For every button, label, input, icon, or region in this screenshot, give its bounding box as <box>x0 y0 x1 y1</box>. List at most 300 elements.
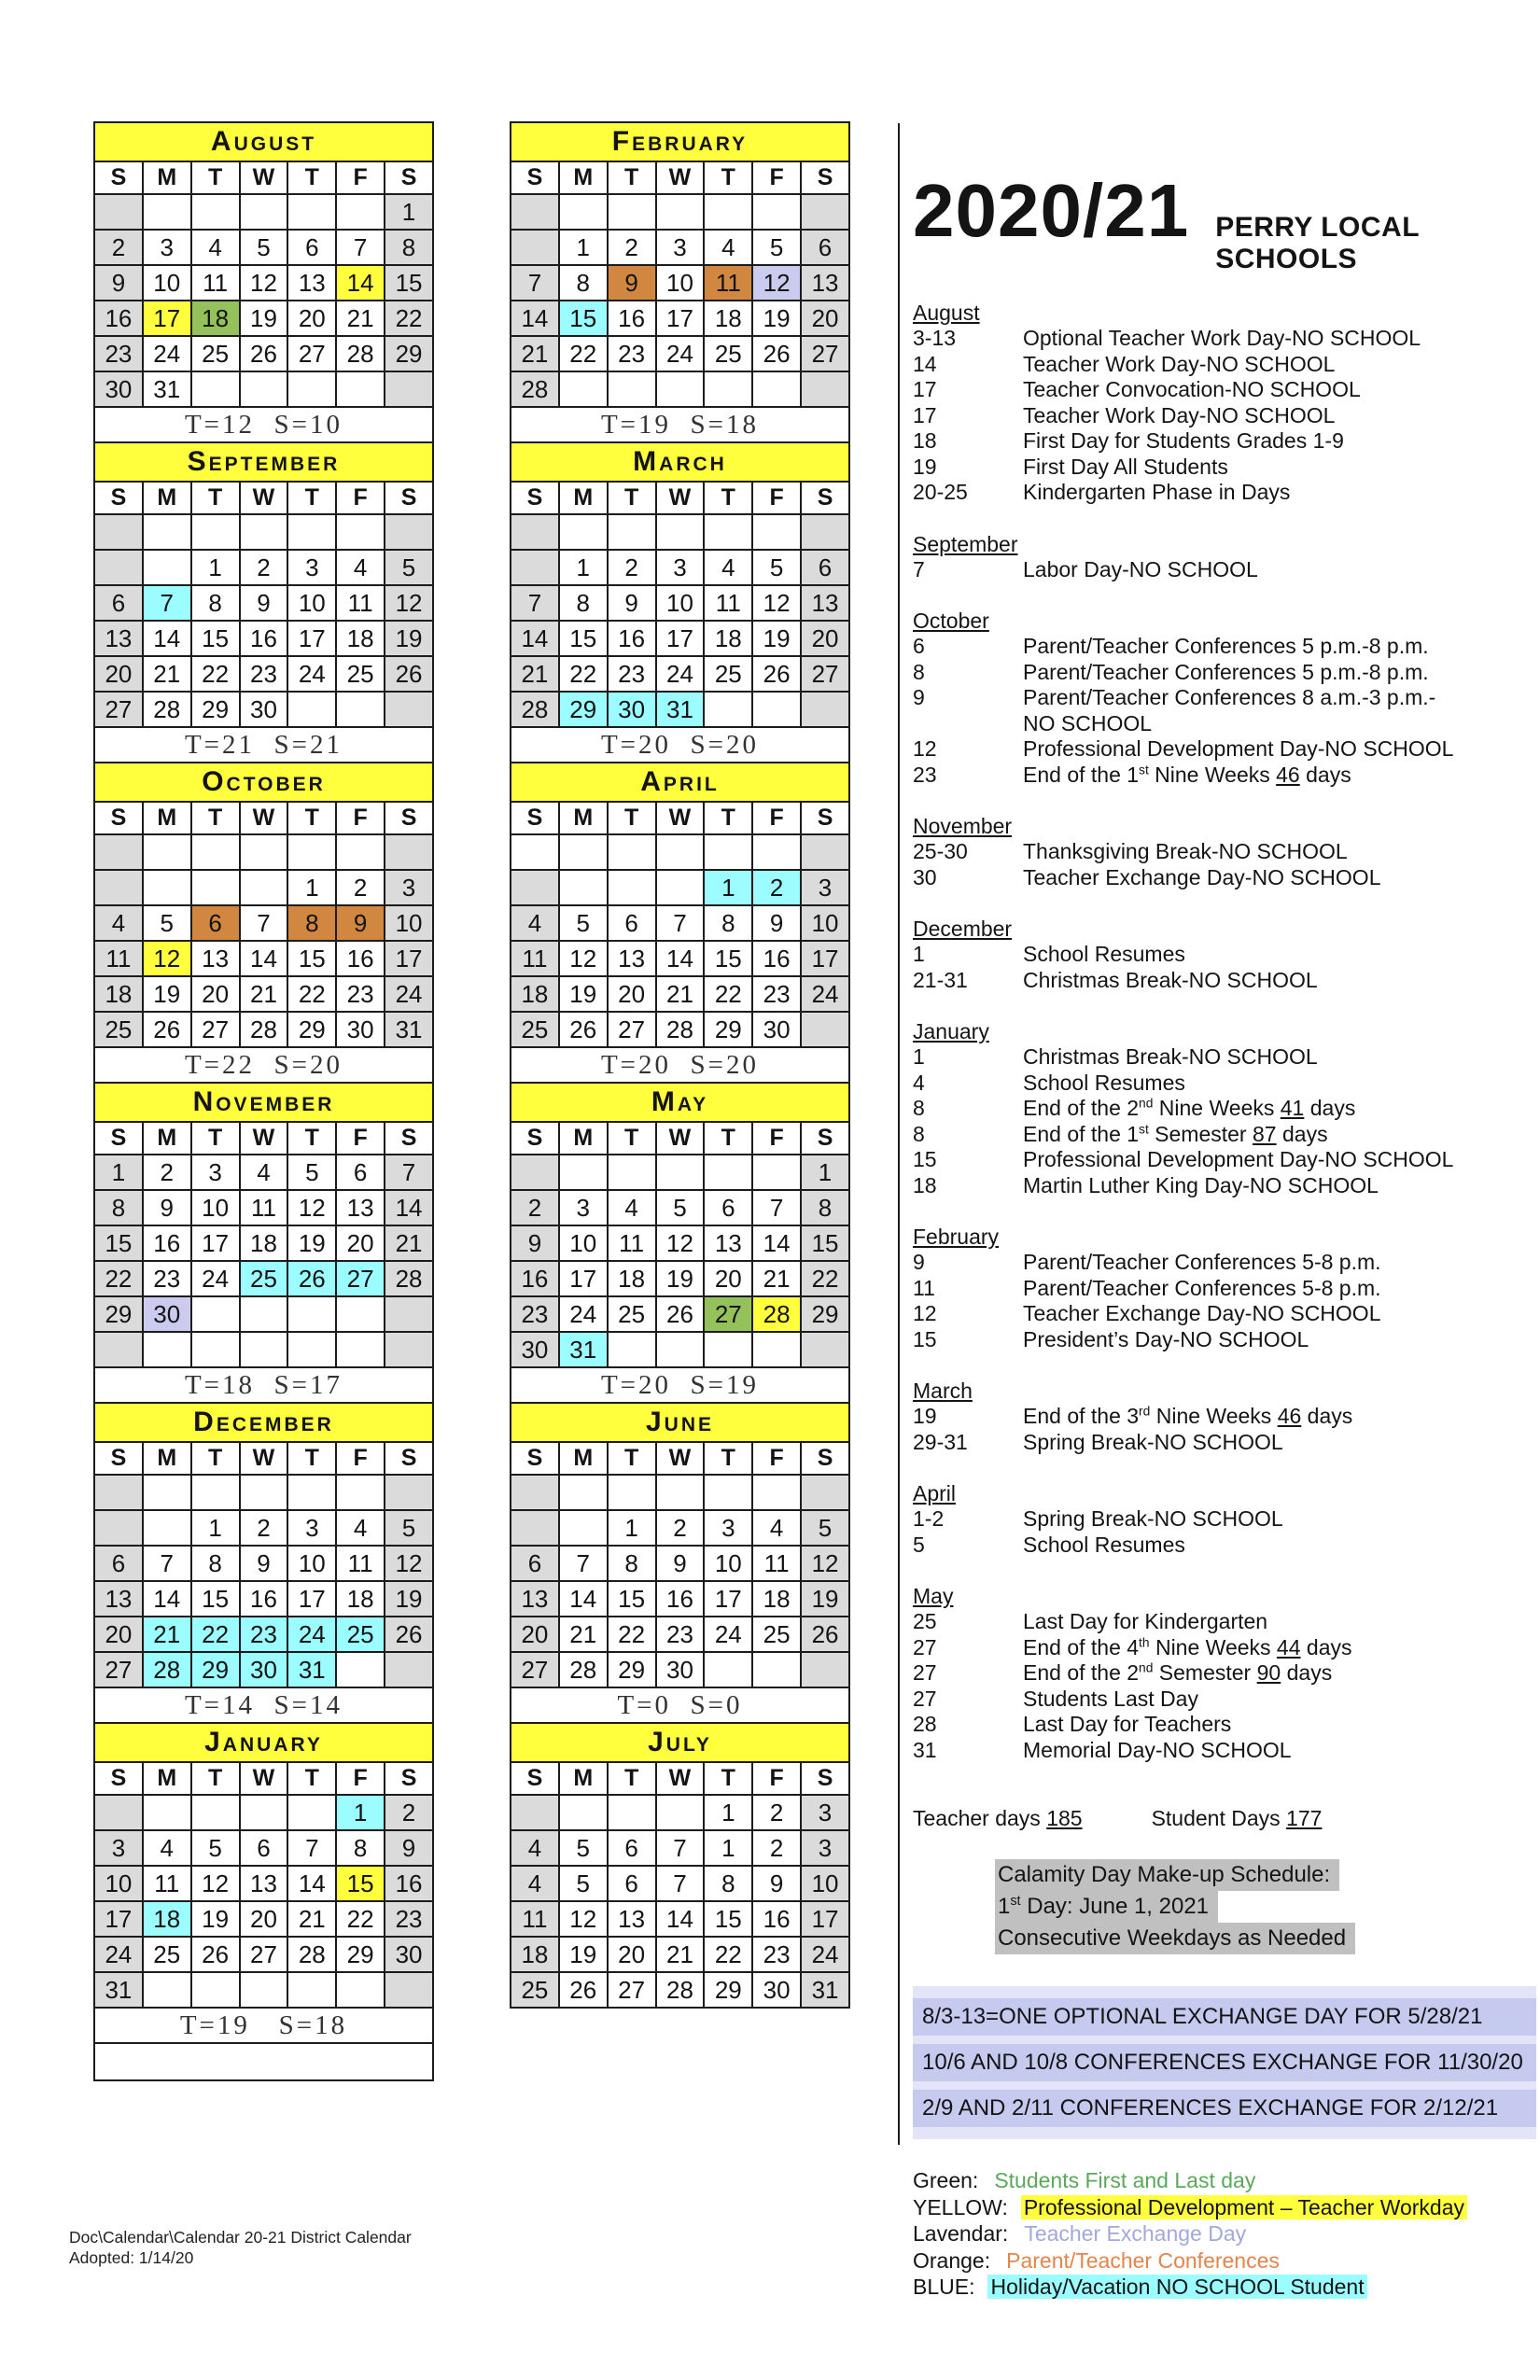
event-month-heading: September <box>913 531 1018 556</box>
day-cell: 21 <box>240 976 288 1012</box>
day-cell: 18 <box>608 1261 656 1296</box>
day-cell: 6 <box>191 905 240 941</box>
day-cell: 27 <box>94 692 143 727</box>
day-cell <box>385 1972 433 2008</box>
day-cell: 13 <box>704 1225 752 1261</box>
day-cell: 6 <box>608 905 656 941</box>
day-cell <box>191 870 240 905</box>
day-cell: 3 <box>656 230 705 265</box>
day-cell: 5 <box>191 1830 240 1866</box>
weekday-header: T <box>287 1122 336 1155</box>
day-cell <box>287 692 336 727</box>
event-text: Christmas Break-NO SCHOOL <box>1023 1044 1318 1069</box>
legend-value: Students First and Last day <box>994 2168 1256 2192</box>
weekday-header: S <box>94 161 143 194</box>
legend-row-text-green <box>913 2167 1540 2194</box>
day-cell <box>752 514 801 550</box>
day-cell: 22 <box>704 1937 752 1972</box>
day-cell: 6 <box>336 1155 385 1190</box>
event-row <box>913 839 1540 865</box>
day-cell: 16 <box>752 1901 801 1937</box>
document-footer <box>69 2227 412 2268</box>
day-cell <box>336 1652 385 1687</box>
day-cell <box>191 1332 240 1367</box>
event-month-heading: April <box>913 1481 957 1505</box>
day-cell: 24 <box>143 336 191 371</box>
event-text: Parent/Teacher Conferences 8 a.m.-3 p.m.- NO SCHOOL <box>1023 685 1436 735</box>
calendar-column-left <box>93 123 434 2081</box>
weekday-header: S <box>94 482 143 514</box>
day-cell <box>559 514 608 550</box>
weekday-header: T <box>191 1762 240 1795</box>
day-cell <box>704 514 752 550</box>
day-cell: 26 <box>385 1617 433 1652</box>
day-cell: 12 <box>801 1546 849 1581</box>
weekday-header: S <box>511 482 559 514</box>
day-cell <box>608 371 656 407</box>
weekday-header: S <box>385 1122 433 1155</box>
day-cell <box>143 1475 191 1510</box>
day-cell <box>752 371 801 407</box>
day-cell: 1 <box>608 1510 656 1546</box>
day-cell: 13 <box>191 941 240 976</box>
day-cell: 1 <box>336 1795 385 1830</box>
event-date: 12 <box>913 736 937 761</box>
weekday-header: W <box>240 161 288 194</box>
event-date: 20-25 <box>913 480 968 504</box>
event-row <box>913 480 1540 506</box>
weekday-header: S <box>511 161 559 194</box>
calamity-line: Consecutive Weekdays as Needed <box>995 1923 1355 1954</box>
day-cell: 7 <box>656 1830 705 1866</box>
weekday-header: M <box>559 1442 608 1475</box>
day-cell <box>143 870 191 905</box>
day-cell: 17 <box>191 1225 240 1261</box>
day-cell: 22 <box>191 656 240 692</box>
day-cell: 14 <box>511 621 559 656</box>
day-cell: 14 <box>656 941 705 976</box>
day-cell: 23 <box>752 976 801 1012</box>
event-text: Parent/Teacher Conferences 5-8 p.m. <box>1023 1275 1381 1300</box>
day-cell: 27 <box>704 1296 752 1332</box>
day-cell: 29 <box>385 336 433 371</box>
day-cell: 20 <box>191 976 240 1012</box>
weekday-header: M <box>559 1762 608 1795</box>
day-cell <box>608 1475 656 1510</box>
weekday-header: T <box>608 1762 656 1795</box>
day-cell <box>94 870 143 905</box>
day-cell <box>191 514 240 550</box>
day-cell <box>240 1296 288 1332</box>
day-cell: 14 <box>287 1866 336 1901</box>
month-day-counts: T=0 S=0 <box>511 1687 849 1723</box>
day-cell: 28 <box>143 692 191 727</box>
day-cell: 29 <box>704 1972 752 2008</box>
calendar-column-middle <box>510 123 850 2009</box>
day-cell: 17 <box>704 1581 752 1617</box>
weekday-header: M <box>143 802 191 834</box>
day-cell: 25 <box>704 336 752 371</box>
event-text: School Resumes <box>1023 1532 1185 1557</box>
day-cell: 10 <box>656 585 705 621</box>
district-name: PERRY LOCAL SCHOOLS <box>1215 212 1420 274</box>
event-row <box>913 1327 1540 1353</box>
day-cell: 25 <box>94 1012 143 1047</box>
day-cell: 16 <box>511 1261 559 1296</box>
day-cell: 17 <box>656 301 705 336</box>
event-text: Parent/Teacher Conferences 5 p.m.-8 p.m. <box>1023 634 1429 658</box>
day-cell: 17 <box>801 1901 849 1937</box>
day-cell: 1 <box>559 230 608 265</box>
day-cell: 23 <box>511 1296 559 1332</box>
weekday-header: S <box>801 161 849 194</box>
day-cell <box>656 371 705 407</box>
day-cell: 26 <box>801 1617 849 1652</box>
day-cell <box>287 1972 336 2008</box>
day-cell: 15 <box>385 265 433 301</box>
day-cell <box>143 1510 191 1546</box>
day-cell: 22 <box>608 1617 656 1652</box>
day-cell: 4 <box>511 1866 559 1901</box>
day-cell <box>559 834 608 870</box>
day-cell: 27 <box>801 656 849 692</box>
event-text: Labor Day-NO SCHOOL <box>1023 556 1258 581</box>
day-cell: 11 <box>336 585 385 621</box>
day-cell: 24 <box>191 1261 240 1296</box>
day-totals <box>913 1806 1540 1831</box>
weekday-header: W <box>240 1122 288 1155</box>
day-cell: 5 <box>143 905 191 941</box>
day-cell <box>336 194 385 230</box>
day-cell <box>336 1475 385 1510</box>
day-cell: 5 <box>559 1866 608 1901</box>
event-text: School Resumes <box>1023 942 1185 966</box>
month-title: May <box>511 1083 849 1122</box>
day-cell: 22 <box>191 1617 240 1652</box>
day-cell <box>336 1972 385 2008</box>
day-cell <box>143 1972 191 2008</box>
day-cell: 26 <box>559 1012 608 1047</box>
month-day-counts: T=20 S=20 <box>511 1047 849 1083</box>
weekday-header: W <box>656 1762 705 1795</box>
legend-value: Professional Development – Teacher Workday <box>1021 2195 1467 2219</box>
weekday-header: T <box>287 482 336 514</box>
day-cell: 21 <box>336 301 385 336</box>
event-row <box>913 1096 1540 1122</box>
day-cell: 26 <box>191 1937 240 1972</box>
event-text: Christmas Break-NO SCHOOL <box>1023 967 1318 992</box>
day-cell <box>801 692 849 727</box>
day-cell: 12 <box>240 265 288 301</box>
event-date: 1 <box>913 942 925 966</box>
day-cell <box>336 834 385 870</box>
day-cell: 9 <box>240 1546 288 1581</box>
day-cell <box>94 514 143 550</box>
day-cell <box>656 1795 705 1830</box>
day-cell <box>608 514 656 550</box>
day-cell: 20 <box>336 1225 385 1261</box>
day-cell: 22 <box>94 1261 143 1296</box>
weekday-header: M <box>559 482 608 514</box>
day-cell <box>656 834 705 870</box>
day-cell: 29 <box>559 692 608 727</box>
day-cell: 26 <box>656 1296 705 1332</box>
day-cell: 2 <box>240 550 288 585</box>
day-cell: 23 <box>385 1901 433 1937</box>
day-cell: 10 <box>704 1546 752 1581</box>
event-text: Optional Teacher Work Day-NO SCHOOL <box>1023 326 1421 350</box>
event-row <box>913 1660 1540 1687</box>
legend-value: Parent/Teacher Conferences <box>1006 2247 1280 2273</box>
day-cell: 25 <box>704 656 752 692</box>
day-cell: 23 <box>752 1937 801 1972</box>
day-cell <box>240 371 288 407</box>
day-cell: 6 <box>94 1546 143 1581</box>
day-cell: 11 <box>511 1901 559 1937</box>
day-cell: 5 <box>801 1510 849 1546</box>
day-cell: 14 <box>143 621 191 656</box>
day-cell: 8 <box>559 585 608 621</box>
day-cell: 8 <box>191 585 240 621</box>
day-cell: 5 <box>240 230 288 265</box>
day-cell <box>240 514 288 550</box>
month-title: June <box>511 1403 849 1442</box>
day-cell <box>704 194 752 230</box>
day-cell <box>752 1332 801 1367</box>
day-cell: 10 <box>143 265 191 301</box>
day-cell: 2 <box>608 550 656 585</box>
event-date: 31 <box>913 1737 937 1762</box>
weekday-header: S <box>511 1762 559 1795</box>
day-cell <box>608 870 656 905</box>
day-cell: 2 <box>511 1190 559 1225</box>
day-cell: 21 <box>559 1617 608 1652</box>
day-cell: 28 <box>656 1972 705 2008</box>
event-date: 18 <box>913 1172 937 1197</box>
day-cell <box>240 834 288 870</box>
day-cell: 26 <box>240 336 288 371</box>
day-cell <box>559 1510 608 1546</box>
day-cell: 24 <box>287 1617 336 1652</box>
day-cell: 11 <box>94 941 143 976</box>
weekday-header: S <box>511 1122 559 1155</box>
day-cell: 31 <box>94 1972 143 2008</box>
day-cell: 9 <box>656 1546 705 1581</box>
event-section-december <box>913 916 1540 993</box>
event-row <box>913 1430 1540 1456</box>
day-cell: 9 <box>608 585 656 621</box>
weekday-header: T <box>191 802 240 834</box>
weekday-header: T <box>608 802 656 834</box>
event-section-november <box>913 813 1540 890</box>
day-cell <box>559 371 608 407</box>
day-cell <box>240 1972 288 2008</box>
day-cell: 26 <box>752 656 801 692</box>
event-row <box>913 1276 1540 1302</box>
day-cell: 6 <box>801 550 849 585</box>
day-cell: 29 <box>801 1296 849 1332</box>
event-section-august <box>913 300 1540 506</box>
day-cell: 2 <box>656 1510 705 1546</box>
weekday-header: F <box>336 1122 385 1155</box>
day-cell: 8 <box>287 905 336 941</box>
day-cell: 2 <box>240 1510 288 1546</box>
weekday-header: S <box>801 802 849 834</box>
event-row <box>913 1071 1540 1097</box>
day-cell: 10 <box>801 1866 849 1901</box>
day-cell: 9 <box>143 1190 191 1225</box>
day-cell <box>336 692 385 727</box>
day-cell: 22 <box>336 1901 385 1937</box>
day-cell: 24 <box>656 336 705 371</box>
event-row <box>913 1404 1540 1430</box>
event-text: Memorial Day-NO SCHOOL <box>1023 1737 1292 1762</box>
day-cell: 24 <box>385 976 433 1012</box>
day-cell <box>191 1972 240 2008</box>
day-cell: 12 <box>143 941 191 976</box>
weekday-header: W <box>656 1122 705 1155</box>
day-cell: 23 <box>143 1261 191 1296</box>
event-text: End of the 3rd Nine Weeks 46 days <box>1023 1404 1353 1428</box>
day-cell: 23 <box>608 336 656 371</box>
event-date: 30 <box>913 864 937 889</box>
day-cell <box>704 692 752 727</box>
day-cell: 27 <box>240 1937 288 1972</box>
day-cell: 21 <box>287 1901 336 1937</box>
weekday-header: S <box>511 1442 559 1475</box>
day-cell: 19 <box>752 301 801 336</box>
event-month-heading: February <box>913 1225 1000 1249</box>
month-day-counts: T=14 S=14 <box>94 1687 433 1723</box>
day-cell: 9 <box>752 905 801 941</box>
day-cell <box>143 834 191 870</box>
day-cell: 30 <box>240 1652 288 1687</box>
day-cell: 19 <box>143 976 191 1012</box>
event-section-february <box>913 1224 1540 1352</box>
weekday-header: T <box>287 1442 336 1475</box>
day-cell: 25 <box>336 656 385 692</box>
day-cell: 30 <box>94 371 143 407</box>
day-cell: 14 <box>559 1581 608 1617</box>
weekday-header: S <box>801 482 849 514</box>
weekday-header: F <box>752 482 801 514</box>
day-cell: 21 <box>511 336 559 371</box>
day-cell: 27 <box>287 336 336 371</box>
event-date: 9 <box>913 1250 925 1274</box>
day-cell: 23 <box>336 976 385 1012</box>
day-cell: 7 <box>656 905 705 941</box>
day-cell: 27 <box>511 1652 559 1687</box>
weekday-header: S <box>385 482 433 514</box>
day-cell: 15 <box>801 1225 849 1261</box>
day-cell: 18 <box>704 621 752 656</box>
day-cell <box>287 194 336 230</box>
day-cell: 16 <box>385 1866 433 1901</box>
weekday-header: S <box>385 161 433 194</box>
event-date: 5 <box>913 1532 925 1557</box>
day-cell <box>94 1332 143 1367</box>
day-cell: 1 <box>191 550 240 585</box>
day-cell: 11 <box>143 1866 191 1901</box>
day-cell: 14 <box>240 941 288 976</box>
day-cell <box>752 1475 801 1510</box>
day-cell: 14 <box>656 1901 705 1937</box>
month-calendar-november <box>93 1082 434 1404</box>
event-date: 15 <box>913 1326 937 1351</box>
event-row <box>913 455 1540 481</box>
day-cell <box>94 834 143 870</box>
day-cell <box>704 1652 752 1687</box>
month-calendar-may <box>510 1082 850 1404</box>
event-text: Professional Development Day-NO SCHOOL <box>1023 1147 1454 1171</box>
day-cell: 15 <box>608 1581 656 1617</box>
day-cell <box>287 514 336 550</box>
month-title: November <box>94 1083 433 1122</box>
day-cell: 13 <box>94 1581 143 1617</box>
weekday-header: T <box>191 1122 240 1155</box>
day-cell: 18 <box>240 1225 288 1261</box>
day-cell: 8 <box>385 230 433 265</box>
day-cell: 31 <box>559 1332 608 1367</box>
day-cell <box>143 550 191 585</box>
month-day-counts: T=12 S=10 <box>94 407 433 442</box>
day-cell: 17 <box>94 1901 143 1937</box>
day-cell <box>511 1510 559 1546</box>
day-cell: 16 <box>240 621 288 656</box>
day-cell: 28 <box>287 1937 336 1972</box>
day-cell: 5 <box>385 1510 433 1546</box>
event-row <box>913 557 1540 583</box>
day-cell: 25 <box>511 1012 559 1047</box>
day-cell: 10 <box>385 905 433 941</box>
day-cell: 16 <box>240 1581 288 1617</box>
day-cell: 17 <box>287 1581 336 1617</box>
day-cell: 1 <box>704 870 752 905</box>
day-cell <box>801 194 849 230</box>
event-section-october <box>913 608 1540 788</box>
day-cell: 28 <box>143 1652 191 1687</box>
day-cell: 14 <box>143 1581 191 1617</box>
event-month-heading: November <box>913 814 1013 838</box>
day-cell: 21 <box>752 1261 801 1296</box>
event-row <box>913 1044 1540 1071</box>
day-cell: 30 <box>752 1972 801 2008</box>
event-text: President’s Day-NO SCHOOL <box>1023 1326 1309 1351</box>
month-calendar-august <box>93 121 434 443</box>
day-cell: 14 <box>752 1225 801 1261</box>
day-cell: 3 <box>385 870 433 905</box>
day-cell: 7 <box>336 230 385 265</box>
day-cell: 31 <box>287 1652 336 1687</box>
day-cell: 28 <box>752 1296 801 1332</box>
day-cell: 4 <box>240 1155 288 1190</box>
day-cell: 19 <box>287 1225 336 1261</box>
day-cell: 10 <box>287 585 336 621</box>
day-cell: 30 <box>240 692 288 727</box>
day-cell: 17 <box>559 1261 608 1296</box>
weekday-header: W <box>240 482 288 514</box>
event-text: End of the 2nd Semester 90 days <box>1023 1660 1333 1685</box>
weekday-header: T <box>191 1442 240 1475</box>
event-text: Spring Break-NO SCHOOL <box>1023 1506 1283 1531</box>
day-cell: 2 <box>336 870 385 905</box>
day-cell <box>240 870 288 905</box>
day-cell: 15 <box>287 941 336 976</box>
event-row <box>913 428 1540 455</box>
event-text: Last Day for Teachers <box>1023 1712 1232 1736</box>
weekday-header: F <box>336 1762 385 1795</box>
day-cell <box>143 194 191 230</box>
